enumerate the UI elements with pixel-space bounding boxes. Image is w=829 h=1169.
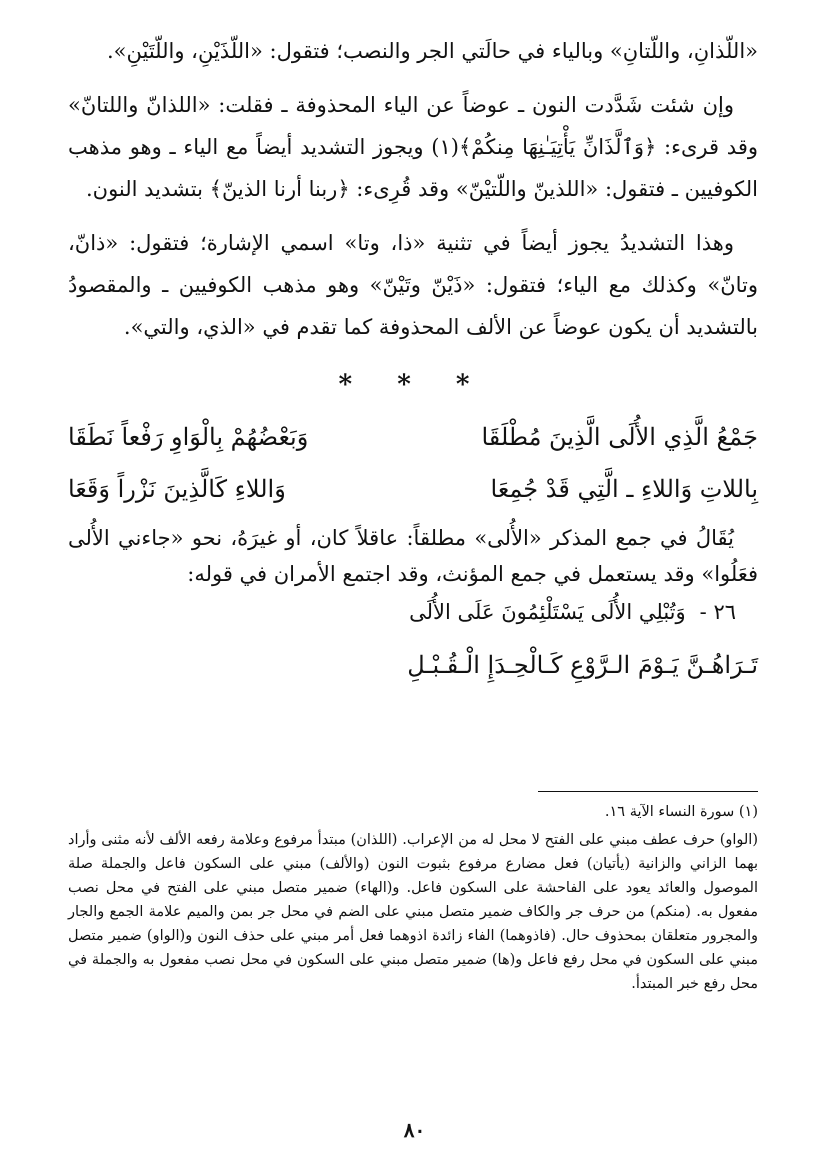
poem-first-hemistich — [68, 592, 758, 632]
paragraph: وإن شئت شَدَّدت النون ـ عوضاً عن الياء المحذوفة ـ فقلت: «اللذانّ واللتانّ» وقد قرىء: ﴿وَٱلَّذَانِّ يَأْتِيَـٰنِهَا مِنكُمْ﴾(١) ويجوز التشديد أيضاً مع الياء ـ وهو مذهب الكوفيين ـ فتقول: «اللذينّ واللّتيْنّ» وقد قُرِىء: ﴿ربنا أرنا الذينّ﴾ بتشديد النون. — [68, 93, 758, 201]
poem-text: وَتُبْلِي الأُلَى يَسْتَلْئِمُونَ عَلَى الأُلَى — [409, 600, 686, 624]
verse-line — [68, 464, 758, 514]
verse-left-hemistich: وَبَعْضُهُمْ بِالْوَاوِ رَفْعاً نَطَقَا — [68, 423, 309, 451]
footnote: (١) سورة النساء الآية ١٦. — [604, 804, 758, 820]
footnote: (الواو) حرف عطف مبني على الفتح لا محل له من الإعراب. (اللذان) مبتدأ مرفوع وعلامة رفعه الألف لأنه مثنى وأراد بهما الزاني والزانية (يأتيان) فعل مضارع مرفوع بثبوت النون (والألف) مبني على السكون فاعل والجملة صلة الموصول والعائد يعود على الفاحشة على السكون فاعل. و(الهاء) ضمير متصل مبني على الفتح في محل نصب مفعول به. (منكم) من حرف جر والكاف ضمير متصل مبني على الضم في محل جر بمن والميم علامة الجمع والجار والمجرور متعلقان بمحذوف حال. (فاذوهما) الفاء زائدة اذوهما فعل أمر مبني على حذف النون و(الواو) ضمير متصل مبني على السكون في محل رفع فاعل و(ها) ضمير متصل مبني على السكون في محل نصب مفعول به والجملة في محل رفع خبر المبتدأ. — [68, 832, 758, 992]
section-divider: * * * — [338, 370, 488, 400]
poem-number: ٢٦ - — [699, 600, 736, 624]
explanation-paragraph: يُقَالُ في جمع المذكر «الأُلى» مطلقاً: عاقلاً كان، أو غيرَهُ، نحو «جاءني الأُلى فعَلُوا» وقد يستعمل في جمع المؤنث، وقد اجتمع الأمران في قوله: — [68, 526, 758, 586]
footnote-divider — [538, 791, 758, 792]
footnotes — [68, 800, 758, 996]
paragraph: وهذا التشديدُ يجوز أيضاً في تثنية «ذا، وتا» اسمي الإشارة؛ فتقول: «ذانّ، وتانّ» وكذلك مع الياء؛ فتقول: «ذَيْنّ وتَيْنّ» وهو مذهب الكوفيين ـ والمقصودُ بالتشديد أن يكون عوضاً عن الألف المحذوفة كما تقدم في «الذي، والتي». — [68, 231, 758, 339]
verse-right-hemistich: بِاللاتِ وَاللاءِ ـ الَّتِي قَدْ جُمِعَا — [490, 475, 758, 503]
verse-right-hemistich: جَمْعُ الَّذِي الأُلَى الَّذِينَ مُطْلَقَا — [481, 423, 758, 451]
verse-line — [68, 412, 758, 462]
paragraph: «اللّذانِ، واللّتانِ» وبالياء في حالَتي الجر والنصب؛ فتقول: «اللّذَيْنِ، واللّتَيْنِ». — [107, 39, 758, 63]
main-text — [68, 30, 758, 690]
poem-second-hemistich: تَـرَاهُـنَّ يَـوْمَ الـرَّوْعِ كَـالْحِـدَإِ الْـقُـبْـلِ — [407, 651, 758, 679]
page-number: ٨٠ — [403, 1118, 426, 1142]
verse-left-hemistich: وَاللاءِ كَالَّذِينَ نَزْراً وَقَعَا — [68, 475, 286, 503]
